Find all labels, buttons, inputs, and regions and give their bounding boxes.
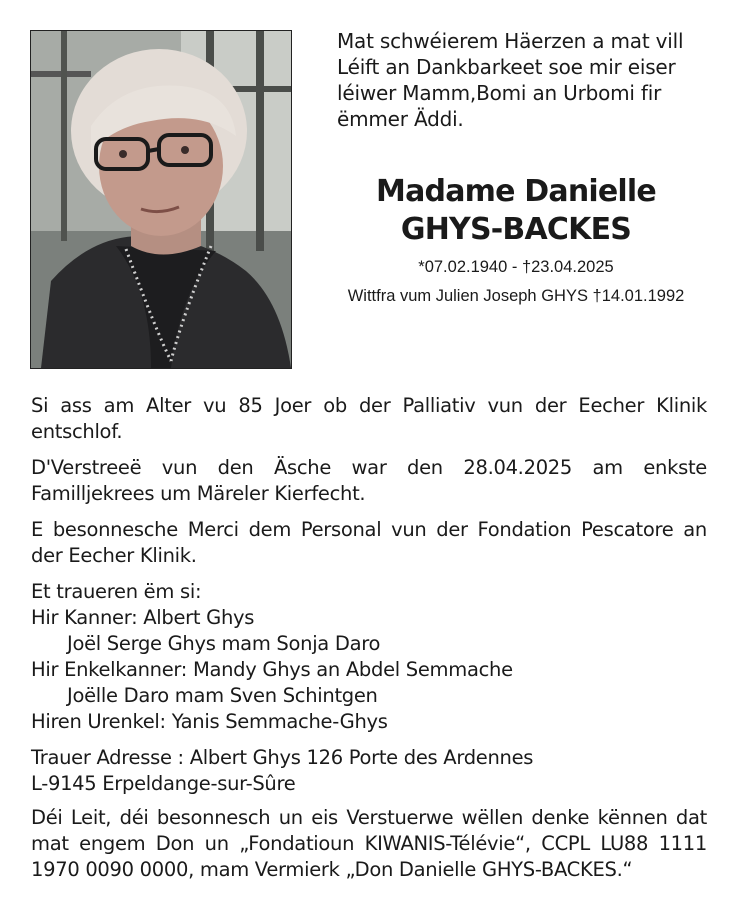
intro-line: ëmmer Äddi.: [337, 107, 464, 131]
mourners-list: [31, 579, 707, 735]
intro-line: léiwer Mamm,Bomi an Urbomi fir: [337, 81, 662, 105]
deceased-name-line2: GHYS-BACKES: [400, 212, 632, 247]
obituary-body: [31, 393, 707, 893]
grandchildren-line: Hir Enkelkanner: Mandy Ghys an Abdel Semmache: [31, 658, 513, 681]
portrait-photo: [30, 30, 292, 369]
children-line: Hir Kanner: Albert Ghys: [31, 606, 255, 629]
donation-notice: Déi Leit, déi besonnesch un eis Verstuerwe wëllen denke kënnen dat mat engem Don un „Fondatioun KIWANIS-Télévie“, CCPL LU88 1111 1970 0090 0000, mam Vermierk „Don Danielle GHYS-BACKES.“: [31, 806, 707, 881]
deceased-name-line1: Madame Danielle: [376, 174, 656, 209]
grandchildren-line-2: Joëlle Daro mam Sven Schintgen: [67, 684, 378, 707]
widow-of-text: Wittfra vum Julien Joseph GHYS †14.01.1992: [347, 287, 685, 305]
intro-line: Léift an Dankbarkeet soe mir eiser: [337, 55, 676, 79]
address-line-2: L-9145 Erpeldange-sur-Sûre: [31, 772, 296, 795]
death-notice: Si ass am Alter vu 85 Joer ob der Palliativ vun der Eecher Klinik entschlof.: [31, 394, 707, 443]
great-grandchildren-line: Hiren Urenkel: Yanis Semmache-Ghys: [31, 710, 388, 733]
ashes-notice: D'Verstreeë vun den Äsche war den 28.04.2025 am enkste Familljekrees um Märeler Kierfecht.: [31, 456, 707, 505]
life-dates: *07.02.1940 - †23.04.2025: [418, 258, 614, 276]
intro-line: Mat schwéierem Häerzen a mat vill: [337, 29, 684, 53]
children-line-2: Joël Serge Ghys mam Sonja Daro: [67, 632, 381, 655]
intro-text: [337, 28, 707, 132]
thanks-notice: E besonnesche Merci dem Personal vun der Fondation Pescatore an der Eecher Klinik.: [31, 518, 707, 567]
address-line-1: Trauer Adresse : Albert Ghys 126 Porte des Ardennes: [31, 746, 534, 769]
mourning-address: [31, 745, 707, 797]
deceased-name: [320, 173, 712, 249]
mourners-intro: Et traueren ëm si:: [31, 580, 202, 603]
